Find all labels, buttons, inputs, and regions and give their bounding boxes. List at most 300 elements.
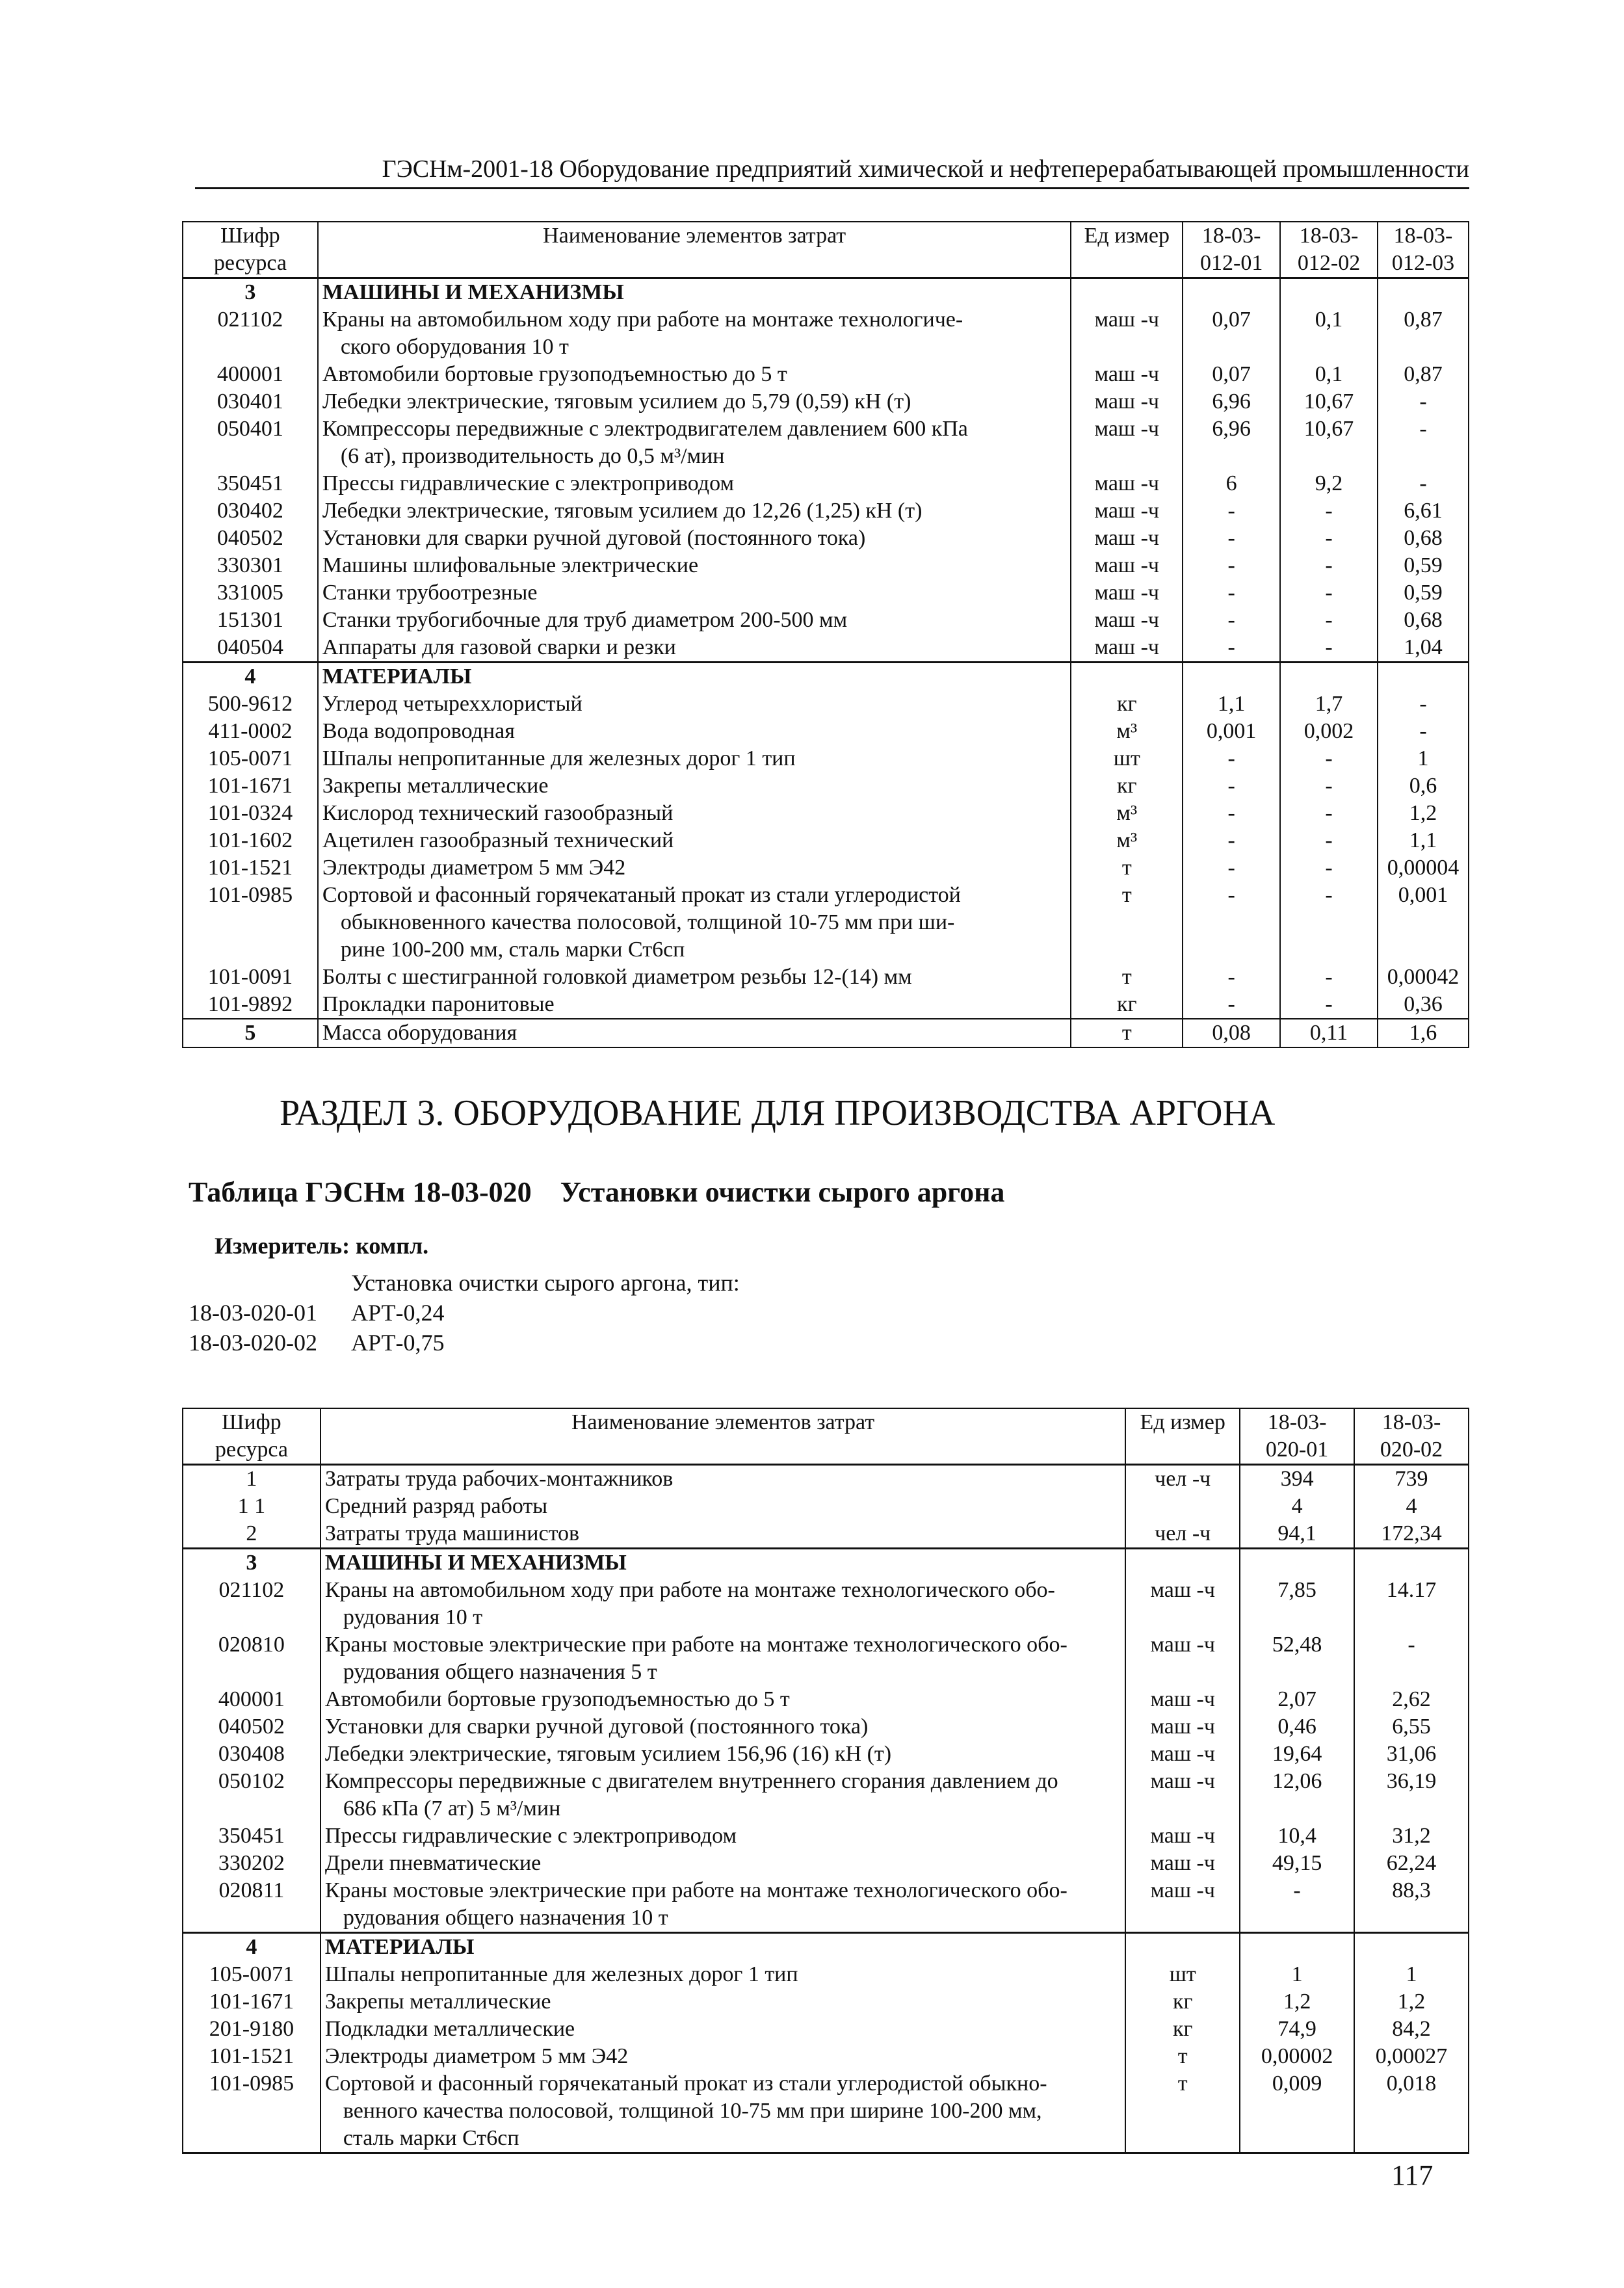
variant-name: АРТ-0,75 xyxy=(351,1330,445,1356)
table-row xyxy=(183,361,1469,388)
norm-value: 1 xyxy=(1240,1961,1354,1988)
column-header-text: 012-03 xyxy=(1391,251,1455,275)
cost-element-name xyxy=(318,470,1071,497)
norm-value: 74,9 xyxy=(1240,2016,1354,2043)
cost-element-name xyxy=(321,1933,1125,1962)
norm-value: 9,2 xyxy=(1280,470,1378,497)
resource-code: 4 xyxy=(183,1933,321,1962)
table-row xyxy=(183,745,1469,772)
norm-value: 62,24 xyxy=(1354,1850,1469,1877)
cost-element-name xyxy=(318,827,1071,854)
resource-code: 350451 xyxy=(183,1822,321,1850)
norm-value: 84,2 xyxy=(1354,2016,1469,2043)
unit-of-measure: маш -ч xyxy=(1125,1631,1240,1686)
norm-value: 6,55 xyxy=(1354,1713,1469,1741)
table-row xyxy=(183,772,1469,800)
cost-element-line: Закрепы металлические xyxy=(322,774,549,798)
table-row xyxy=(183,1686,1469,1713)
cost-element-name xyxy=(318,634,1071,663)
norm-value: 0,009 xyxy=(1240,2070,1354,2153)
resource-code: 105-0071 xyxy=(183,1961,321,1988)
norm-value: 6,61 xyxy=(1378,497,1469,525)
cost-element-line: Прессы гидравлические с электроприводом xyxy=(324,1824,737,1848)
norm-value: - xyxy=(1183,882,1280,964)
norm-value: 88,3 xyxy=(1354,1877,1469,1933)
norm-value: - xyxy=(1183,497,1280,525)
norm-value: 31,2 xyxy=(1354,1822,1469,1850)
table-row xyxy=(183,607,1469,634)
norm-value: 0,001 xyxy=(1183,718,1280,745)
cost-element-name xyxy=(321,1768,1125,1822)
unit-of-measure xyxy=(1071,278,1183,307)
resource-code: 101-0091 xyxy=(183,964,318,991)
unit-of-measure: шт xyxy=(1071,745,1183,772)
unit-of-measure: маш -ч xyxy=(1071,607,1183,634)
unit-of-measure: маш -ч xyxy=(1071,361,1183,388)
norm-value xyxy=(1183,663,1280,691)
table-title xyxy=(189,1176,1033,1209)
norm-value xyxy=(1354,1933,1469,1962)
norm-value: - xyxy=(1378,470,1469,497)
unit-of-measure: маш -ч xyxy=(1071,497,1183,525)
norm-value: 52,48 xyxy=(1240,1631,1354,1686)
cost-element-line: Затраты труда рабочих-монтажников xyxy=(324,1467,674,1491)
cost-element-line: сталь марки Ст6сп xyxy=(343,2126,519,2150)
cost-element-line: Масса оборудования xyxy=(322,1021,517,1045)
table-row xyxy=(183,415,1469,470)
unit-of-measure: кг xyxy=(1125,2016,1240,2043)
resource-table-012 xyxy=(182,221,1469,1048)
unit-of-measure: кг xyxy=(1071,690,1183,718)
norm-value: 0,00027 xyxy=(1354,2043,1469,2070)
cost-element-line: Сортовой и фасонный горячекатаный прокат из стали углеродистой обыкно- xyxy=(324,2071,1047,2096)
variant-name: АРТ-0,24 xyxy=(351,1300,445,1326)
column-header-text: 18-03- xyxy=(1382,1410,1441,1434)
norm-value: 1 xyxy=(1354,1961,1469,1988)
cost-element-name xyxy=(318,497,1071,525)
norm-value: - xyxy=(1378,415,1469,470)
table-row xyxy=(183,1520,1469,1549)
table-row xyxy=(183,882,1469,964)
norm-value: 1,7 xyxy=(1280,690,1378,718)
norm-value: 0,36 xyxy=(1378,991,1469,1019)
table-row xyxy=(183,663,1469,691)
norm-value: 0,87 xyxy=(1378,306,1469,361)
norm-value: - xyxy=(1183,579,1280,607)
resource-code: 400001 xyxy=(183,361,318,388)
unit-of-measure: м³ xyxy=(1071,718,1183,745)
unit-of-measure: т xyxy=(1071,1019,1183,1047)
norm-value: 14.17 xyxy=(1354,1577,1469,1631)
cost-element-line: МАТЕРИАЛЫ xyxy=(322,664,472,689)
unit-of-measure: шт xyxy=(1125,1961,1240,1988)
cost-element-line: (6 ат), производительность до 0,5 м³/мин xyxy=(340,444,725,468)
cost-element-name xyxy=(318,690,1071,718)
resource-code: 040502 xyxy=(183,525,318,552)
unit-of-measure: т xyxy=(1071,964,1183,991)
unit-of-measure: маш -ч xyxy=(1071,388,1183,415)
cost-element-name xyxy=(321,1577,1125,1631)
cost-element-name xyxy=(321,1631,1125,1686)
cost-element-line: Краны на автомобильном ходу при работе на монтаже технологиче- xyxy=(322,308,963,332)
unit-of-measure xyxy=(1125,1933,1240,1962)
cost-element-line: Электроды диаметром 5 мм Э42 xyxy=(322,856,626,880)
resource-code: 331005 xyxy=(183,579,318,607)
unit-of-measure: т xyxy=(1071,882,1183,964)
norm-value: 12,06 xyxy=(1240,1768,1354,1822)
unit-of-measure: маш -ч xyxy=(1125,1822,1240,1850)
cost-element-line: ского оборудования 10 т xyxy=(340,335,569,359)
norm-value: 0,00042 xyxy=(1378,964,1469,991)
variant-code: 18-03-020-02 xyxy=(189,1330,317,1356)
resource-code: 040502 xyxy=(183,1713,321,1741)
table-row xyxy=(183,1850,1469,1877)
unit-of-measure: маш -ч xyxy=(1125,1713,1240,1741)
column-header xyxy=(183,222,318,278)
norm-value: 6,96 xyxy=(1183,415,1280,470)
resource-code: 101-9892 xyxy=(183,991,318,1019)
norm-value: - xyxy=(1280,827,1378,854)
table-row xyxy=(183,1988,1469,2016)
cost-element-line: Лебедки электрические, тяговым усилием до 12,26 (1,25) кН (т) xyxy=(322,499,923,523)
norm-value: 1,2 xyxy=(1378,800,1469,827)
norm-value: 0,59 xyxy=(1378,552,1469,579)
resource-code: 020811 xyxy=(183,1877,321,1933)
unit-of-measure: маш -ч xyxy=(1125,1741,1240,1768)
table-row xyxy=(183,497,1469,525)
column-header xyxy=(1378,222,1469,278)
resource-code: 101-0985 xyxy=(183,2070,321,2153)
unit-of-measure: маш -ч xyxy=(1071,579,1183,607)
resource-code: 3 xyxy=(183,1549,321,1577)
table-row xyxy=(183,1577,1469,1631)
cost-element-line: Шпалы непропитанные для железных дорог 1 тип xyxy=(322,746,796,770)
cost-element-name xyxy=(321,1822,1125,1850)
norm-value: - xyxy=(1183,745,1280,772)
resource-code: 105-0071 xyxy=(183,745,318,772)
column-header xyxy=(318,222,1071,278)
resource-code: 4 xyxy=(183,663,318,691)
cost-element-name xyxy=(321,1520,1125,1549)
norm-value: 0,00002 xyxy=(1240,2043,1354,2070)
norm-value: 1,6 xyxy=(1378,1019,1469,1047)
norm-value: - xyxy=(1280,964,1378,991)
norm-value: - xyxy=(1280,800,1378,827)
norm-value: 2,62 xyxy=(1354,1686,1469,1713)
column-header xyxy=(183,1408,321,1465)
cost-element-line: Сортовой и фасонный горячекатаный прокат из стали углеродистой xyxy=(322,883,961,907)
section-title: РАЗДЕЛ 3. ОБОРУДОВАНИЕ ДЛЯ ПРОИЗВОДСТВА АРГОНА xyxy=(280,1093,1276,1133)
norm-value: 2,07 xyxy=(1240,1686,1354,1713)
cost-element-name xyxy=(318,306,1071,361)
measurement-unit: Измеритель: компл. xyxy=(215,1233,429,1259)
table-row xyxy=(183,1768,1469,1822)
cost-element-name xyxy=(318,525,1071,552)
table-row xyxy=(183,1933,1469,1962)
norm-value: 19,64 xyxy=(1240,1741,1354,1768)
cost-element-name xyxy=(318,745,1071,772)
norm-value xyxy=(1378,663,1469,691)
norm-value: 1,2 xyxy=(1354,1988,1469,2016)
resource-code: 411-0002 xyxy=(183,718,318,745)
resource-code: 050401 xyxy=(183,415,318,470)
table-title-name: Установки очистки сырого аргона xyxy=(560,1176,1005,1208)
table-header-row xyxy=(183,1408,1469,1465)
norm-value: - xyxy=(1280,552,1378,579)
norm-value: - xyxy=(1183,772,1280,800)
norm-value: 10,67 xyxy=(1280,415,1378,470)
cost-element-name xyxy=(321,1465,1125,1493)
norm-value: 172,34 xyxy=(1354,1520,1469,1549)
cost-element-name xyxy=(318,991,1071,1019)
column-header-text: 020-01 xyxy=(1265,1438,1329,1462)
norm-value: 1,1 xyxy=(1183,690,1280,718)
cost-element-line: Компрессоры передвижные с электродвигателем давлением 600 кПа xyxy=(322,417,968,441)
norm-value: - xyxy=(1183,634,1280,663)
resource-code: 021102 xyxy=(183,1577,321,1631)
resource-code: 030402 xyxy=(183,497,318,525)
table-row xyxy=(183,634,1469,663)
unit-of-measure: м³ xyxy=(1071,827,1183,854)
cost-element-line: Установки для сварки ручной дуговой (постоянного тока) xyxy=(324,1715,869,1739)
cost-element-name xyxy=(321,1741,1125,1768)
cost-element-line: Затраты труда машинистов xyxy=(324,1521,580,1545)
unit-of-measure: чел -ч xyxy=(1125,1465,1240,1493)
resource-code: 101-0324 xyxy=(183,800,318,827)
cost-element-name xyxy=(318,772,1071,800)
resource-code: 101-1521 xyxy=(183,2043,321,2070)
norm-value: 0,002 xyxy=(1280,718,1378,745)
table-header-row xyxy=(183,222,1469,278)
cost-element-name xyxy=(321,2070,1125,2153)
resource-code: 330202 xyxy=(183,1850,321,1877)
norm-value: - xyxy=(1280,772,1378,800)
column-header xyxy=(1071,222,1183,278)
norm-value xyxy=(1240,1933,1354,1962)
cost-element-name xyxy=(321,1961,1125,1988)
column-header-text: 012-01 xyxy=(1200,251,1263,275)
cost-element-line: Электроды диаметром 5 мм Э42 xyxy=(324,2044,629,2068)
norm-value xyxy=(1183,278,1280,307)
column-header xyxy=(1240,1408,1354,1465)
table-row xyxy=(183,854,1469,882)
unit-of-measure: маш -ч xyxy=(1071,306,1183,361)
cost-element-name xyxy=(318,552,1071,579)
table-row xyxy=(183,1741,1469,1768)
column-header xyxy=(321,1408,1125,1465)
norm-value: 49,15 xyxy=(1240,1850,1354,1877)
norm-value: - xyxy=(1183,854,1280,882)
unit-of-measure: кг xyxy=(1125,1988,1240,2016)
cost-element-name xyxy=(321,2043,1125,2070)
table-row xyxy=(183,964,1469,991)
cost-element-line: Лебедки электрические, тяговым усилием до 5,79 (0,59) кН (т) xyxy=(322,389,911,414)
unit-of-measure: маш -ч xyxy=(1125,1850,1240,1877)
cost-element-line: Компрессоры передвижные с двигателем внутреннего сгорания давлением до xyxy=(324,1769,1058,1793)
resource-code: 101-1671 xyxy=(183,772,318,800)
unit-of-measure: чел -ч xyxy=(1125,1520,1240,1549)
cost-element-line: Прокладки паронитовые xyxy=(322,992,555,1016)
norm-value xyxy=(1354,1549,1469,1577)
resource-code: 040504 xyxy=(183,634,318,663)
table-row xyxy=(183,991,1469,1019)
table-row xyxy=(183,552,1469,579)
norm-value: - xyxy=(1354,1631,1469,1686)
cost-element-line: рудования общего назначения 5 т xyxy=(343,1660,657,1684)
unit-of-measure: м³ xyxy=(1071,800,1183,827)
cost-element-line: Углерод четыреххлористый xyxy=(322,692,583,716)
unit-of-measure: маш -ч xyxy=(1071,470,1183,497)
cost-element-line: Станки трубоотрезные xyxy=(322,581,538,605)
cost-element-name xyxy=(321,1850,1125,1877)
column-header-text: 012-02 xyxy=(1297,251,1361,275)
column-header-text: Ед измер xyxy=(1140,1410,1225,1434)
column-header-text: 18-03- xyxy=(1299,224,1359,248)
variants-list xyxy=(189,1268,740,1358)
table-row xyxy=(183,1822,1469,1850)
norm-value: - xyxy=(1378,690,1469,718)
cost-element-line: Подкладки металлические xyxy=(324,2017,575,2041)
unit-of-measure: маш -ч xyxy=(1125,1577,1240,1631)
norm-value: 0,6 xyxy=(1378,772,1469,800)
cost-element-line: Ацетилен газообразный технический xyxy=(322,828,674,852)
table-row xyxy=(183,2043,1469,2070)
unit-of-measure: маш -ч xyxy=(1125,1768,1240,1822)
table-row xyxy=(183,1961,1469,1988)
cost-element-line: Прессы гидравлические с электроприводом xyxy=(322,471,734,495)
cost-element-line: Автомобили бортовые грузоподъемностью до 5 т xyxy=(322,362,787,386)
table-row xyxy=(183,1019,1469,1047)
cost-element-line: Вода водопроводная xyxy=(322,719,515,743)
cost-element-name xyxy=(318,964,1071,991)
resource-code: 050102 xyxy=(183,1768,321,1822)
resource-code: 400001 xyxy=(183,1686,321,1713)
cost-element-line: Лебедки электрические, тяговым усилием 156,96 (16) кН (т) xyxy=(324,1742,892,1766)
resource-code: 101-1602 xyxy=(183,827,318,854)
cost-element-name xyxy=(318,854,1071,882)
norm-value: 0,68 xyxy=(1378,607,1469,634)
resource-code: 5 xyxy=(183,1019,318,1047)
norm-value: 0,11 xyxy=(1280,1019,1378,1047)
unit-of-measure: т xyxy=(1125,2070,1240,2153)
table-row xyxy=(183,1631,1469,1686)
norm-value: - xyxy=(1280,579,1378,607)
cost-element-line: Шпалы непропитанные для железных дорог 1 тип xyxy=(324,1962,798,1986)
cost-element-name xyxy=(318,361,1071,388)
norm-value: - xyxy=(1280,745,1378,772)
norm-value: - xyxy=(1183,552,1280,579)
column-header-text: Ед измер xyxy=(1084,224,1170,248)
norm-value: 0,68 xyxy=(1378,525,1469,552)
norm-value: 36,19 xyxy=(1354,1768,1469,1822)
table-row xyxy=(183,800,1469,827)
column-header-text: 18-03- xyxy=(1201,224,1261,248)
table-row xyxy=(183,2016,1469,2043)
unit-of-measure: маш -ч xyxy=(1071,552,1183,579)
unit-of-measure xyxy=(1071,663,1183,691)
cost-element-line: Кислород технический газообразный xyxy=(322,801,674,825)
table-row xyxy=(183,1549,1469,1577)
norm-value: 1,1 xyxy=(1378,827,1469,854)
norm-value: 0,1 xyxy=(1280,361,1378,388)
cost-element-line: 686 кПа (7 ат) 5 м³/мин xyxy=(343,1796,561,1821)
cost-element-line: рудования 10 т xyxy=(343,1605,483,1629)
cost-element-line: МАШИНЫ И МЕХАНИЗМЫ xyxy=(324,1551,627,1575)
cost-element-line: рине 100-200 мм, сталь марки Ст6сп xyxy=(340,938,685,962)
cost-element-name xyxy=(321,2016,1125,2043)
cost-element-name xyxy=(318,388,1071,415)
resource-code: 101-0985 xyxy=(183,882,318,964)
cost-element-name xyxy=(318,800,1071,827)
cost-element-name xyxy=(318,278,1071,307)
cost-element-line: МАШИНЫ И МЕХАНИЗМЫ xyxy=(322,280,624,304)
norm-value: 10,4 xyxy=(1240,1822,1354,1850)
unit-of-measure: маш -ч xyxy=(1071,634,1183,663)
table-row xyxy=(183,525,1469,552)
norm-value: 1 xyxy=(1378,745,1469,772)
cost-element-name xyxy=(318,663,1071,691)
norm-value: - xyxy=(1280,882,1378,964)
column-header-text: Шифр ресурса xyxy=(215,1410,289,1462)
norm-value: 1,2 xyxy=(1240,1988,1354,2016)
table-row xyxy=(183,579,1469,607)
norm-value: 1,04 xyxy=(1378,634,1469,663)
cost-element-name xyxy=(318,1019,1071,1047)
resource-code: 3 xyxy=(183,278,318,307)
norm-value: 0,87 xyxy=(1378,361,1469,388)
column-header-text: 18-03- xyxy=(1267,1410,1327,1434)
resource-code: 1 1 xyxy=(183,1493,321,1520)
column-header xyxy=(1354,1408,1469,1465)
unit-of-measure xyxy=(1125,1549,1240,1577)
cost-element-line: Краны на автомобильном ходу при работе на монтаже технологического обо- xyxy=(324,1578,1055,1602)
norm-value: - xyxy=(1183,991,1280,1019)
norm-value: 0,08 xyxy=(1183,1019,1280,1047)
resource-table-020 xyxy=(182,1408,1469,2154)
table-row xyxy=(183,470,1469,497)
unit-of-measure: маш -ч xyxy=(1071,415,1183,470)
table-row xyxy=(183,306,1469,361)
norm-value: 6 xyxy=(1183,470,1280,497)
cost-element-line: рудования общего назначения 10 т xyxy=(343,1906,668,1930)
cost-element-line: Станки трубогибочные для труб диаметром 200-500 мм xyxy=(322,608,848,632)
column-header xyxy=(1183,222,1280,278)
norm-value: 0,07 xyxy=(1183,361,1280,388)
norm-value: - xyxy=(1378,388,1469,415)
cost-element-line: Краны мостовые электрические при работе на монтаже технологического обо- xyxy=(324,1633,1067,1657)
variant-code: 18-03-020-01 xyxy=(189,1300,317,1326)
cost-element-line: Аппараты для газовой сварки и резки xyxy=(322,635,676,659)
page-number: 117 xyxy=(1391,2159,1434,2191)
variant-row xyxy=(189,1298,740,1328)
norm-value: 31,06 xyxy=(1354,1741,1469,1768)
norm-value: - xyxy=(1280,497,1378,525)
cost-element-line: Закрепы металлические xyxy=(324,1990,551,2014)
table-row xyxy=(183,388,1469,415)
norm-value: - xyxy=(1280,525,1378,552)
cost-element-name xyxy=(321,1549,1125,1577)
norm-value: 4 xyxy=(1354,1493,1469,1520)
norm-value: - xyxy=(1183,525,1280,552)
column-header xyxy=(1280,222,1378,278)
resource-code: 030408 xyxy=(183,1741,321,1768)
norm-value: - xyxy=(1280,607,1378,634)
norm-value: 6,96 xyxy=(1183,388,1280,415)
table-row xyxy=(183,1493,1469,1520)
resource-code: 1 xyxy=(183,1465,321,1493)
norm-value: - xyxy=(1240,1877,1354,1933)
resource-code: 020810 xyxy=(183,1631,321,1686)
